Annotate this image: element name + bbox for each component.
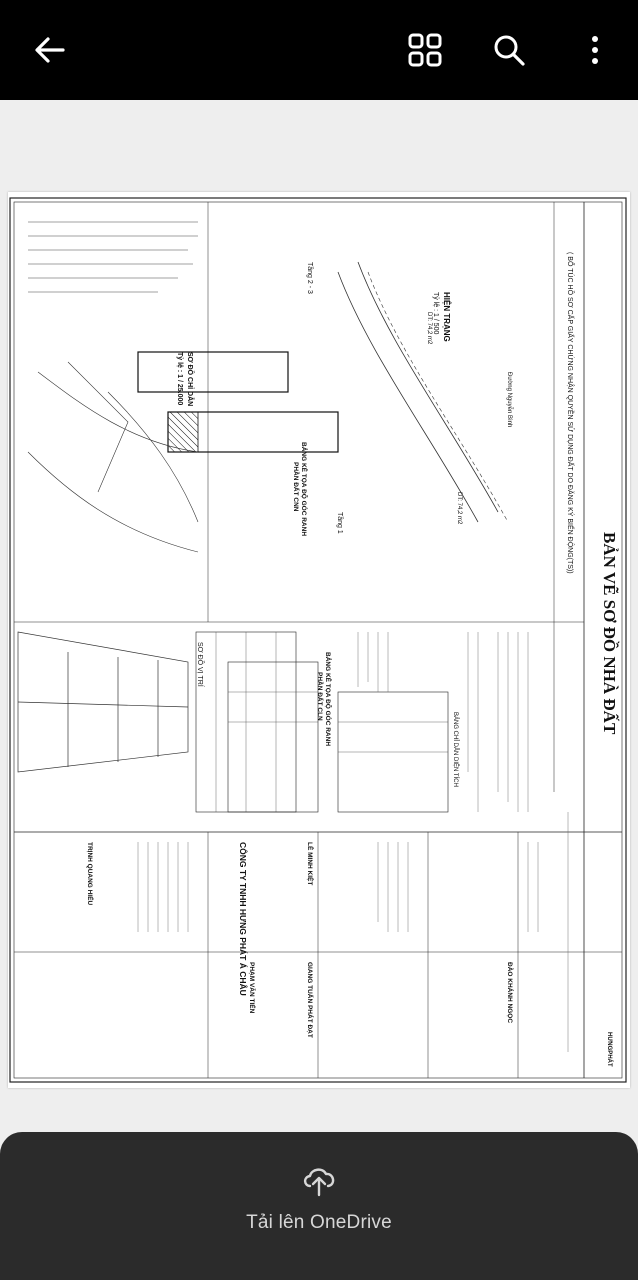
street-label: Đường Nguyễn Bình bbox=[506, 372, 512, 428]
back-arrow-icon bbox=[33, 33, 67, 67]
cloud-upload-icon bbox=[301, 1164, 337, 1198]
bottom-sheet bbox=[0, 1132, 638, 1280]
company-name: CÔNG TY TNHH HƯNG PHÁT Á CHÂU bbox=[238, 842, 248, 996]
tang-23-label: Tầng 2 - 3 bbox=[306, 262, 313, 294]
grid-view-button[interactable] bbox=[397, 22, 453, 78]
signer-5: TRỊNH QUANG HIẾU bbox=[86, 842, 93, 906]
company-logo: HƯNGPHÁT bbox=[606, 1032, 612, 1067]
document-viewer[interactable] bbox=[0, 100, 638, 1140]
upload-onedrive-button[interactable] bbox=[0, 1164, 638, 1274]
land-map-drawing bbox=[8, 192, 630, 1088]
coord-table-2-sub: PHẦN ĐẤT CLN bbox=[316, 672, 323, 721]
back-button[interactable] bbox=[22, 22, 78, 78]
search-button[interactable] bbox=[481, 22, 537, 78]
more-vert-icon bbox=[590, 33, 600, 67]
document-page bbox=[8, 192, 630, 1088]
coord-table-1-sub: PHẦN ĐẤT CNN bbox=[292, 462, 299, 512]
coord-table-1-title: BẢNG KÊ TỌA ĐỘ GÓC RANH bbox=[300, 442, 307, 537]
search-icon bbox=[492, 33, 526, 67]
coord-table-2-title: BẢNG KÊ TỌA ĐỘ GÓC RANH bbox=[324, 652, 331, 747]
so-do-chi-dan: SƠ ĐỒ CHỈ DẪN bbox=[186, 352, 193, 407]
tang-1-label: Tầng 1 bbox=[336, 512, 343, 534]
app-bar bbox=[0, 0, 638, 100]
signer-4: ĐÀO KHÁNH NGỌC bbox=[506, 962, 513, 1024]
signer-3: PHẠM VĂN TIẾN bbox=[248, 962, 255, 1014]
doc-subtitle: ( BỔ TÚC HỒ SƠ CẤP GIẤY CHỨNG NHẬN QUYỀN SỬ DỤNG ĐẤT DO ĐĂNG KÝ BIẾN ĐỘNG(TS)) bbox=[566, 252, 573, 574]
more-options-button[interactable] bbox=[567, 22, 623, 78]
doc-title: BẢN VẼ SƠ ĐỒ NHÀ ĐẤT bbox=[600, 532, 619, 735]
grid-view-icon bbox=[408, 33, 442, 67]
signer-1: LÊ MINH KIỆT bbox=[306, 842, 313, 886]
main-scale: Tỷ lệ : 1 / 500 bbox=[432, 292, 439, 335]
area-label-1: DT: 74,2 m2 bbox=[456, 492, 462, 525]
signer-2: GIANG TUẤN PHÁT ĐẠT bbox=[306, 962, 313, 1038]
so-do-chi-dan-scale: Tỷ lệ : 1 / 25.000 bbox=[176, 352, 183, 406]
area-label-2: DT: 74,2 m2 bbox=[426, 312, 432, 345]
upload-label: Tải lên OneDrive bbox=[246, 1212, 392, 1233]
hien-trang-label: HIỆN TRẠNG bbox=[442, 292, 451, 342]
area-table-title: BẢNG CHỈ DẪN DIỆN TÍCH bbox=[452, 712, 458, 787]
so-do-vi-tri: SƠ ĐỒ VỊ TRÍ bbox=[196, 642, 203, 687]
